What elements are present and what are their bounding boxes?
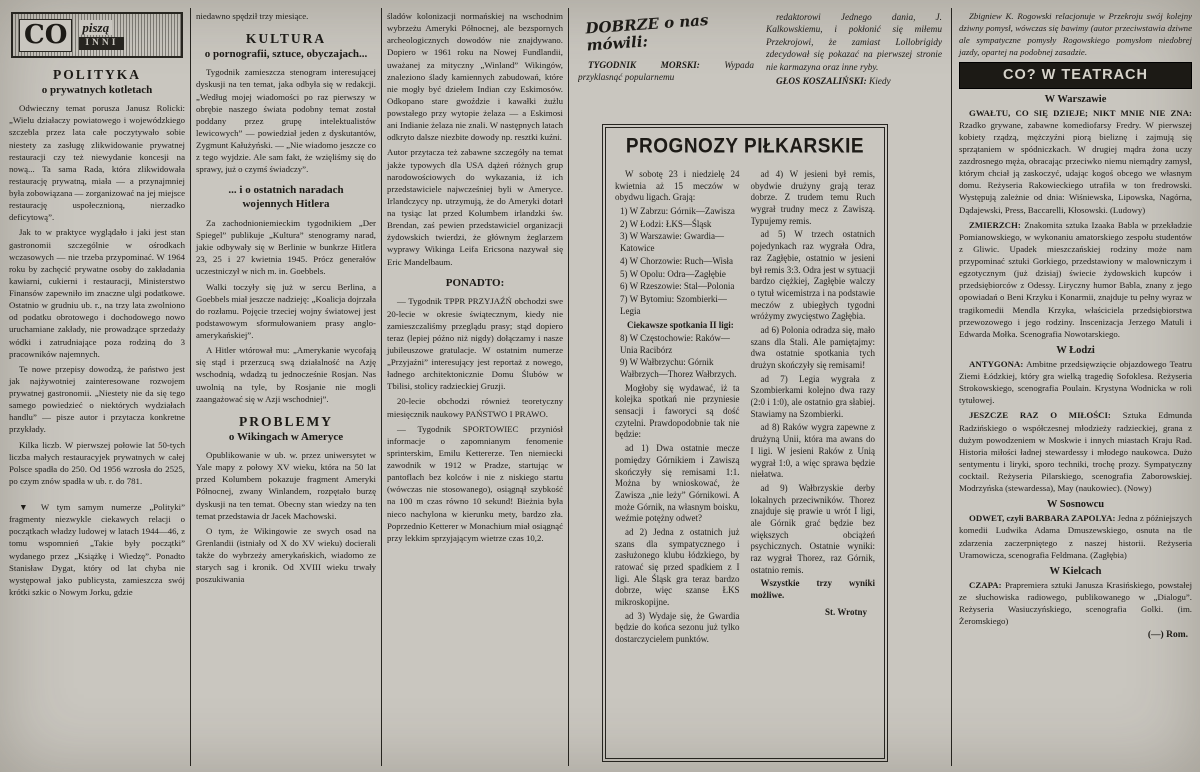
column-rule: [951, 8, 952, 766]
praise-text: Kiedy: [869, 77, 891, 88]
wikingowie-cont-paragraphs: [387, 10, 563, 268]
column-kultura: [193, 8, 379, 766]
city-warszawa: W Warszawie: [1044, 93, 1107, 105]
paragraph: 20-lecie obchodzi również teoretyczny miesięcznik naukowy PAŃSTWO I PRAWO.: [387, 396, 563, 419]
forecast-closing: Wszystkie trzy wyniki możliwe.: [750, 578, 875, 601]
play-description: Jedna z późniejszych komedii Ludwika Adama Dmuszewskiego, osnuta na tle zdarzenia zaczerpniętego z naszej historii. Reżyseria Uramowicza, scenografia Feldmana. (Zagłębia): [959, 513, 1192, 560]
play-title: ZMIERZCH:: [969, 219, 1021, 230]
play-description: Prapremiera sztuki Janusza Krasińskiego, powstałej ze słuchowiska radiowego, publikowanego w „Dialogu”. Reżyseria Wasiuczyńskiego, scenografia Golki. (im. Żeromskiego): [959, 579, 1193, 627]
match-line: 3) W Warszawie: Gwardia—Katowice: [620, 231, 724, 254]
praise-item-glos-koszalinski: [766, 76, 942, 88]
co-pisza-inni-logo: [11, 12, 183, 58]
column-ponadto: [384, 8, 566, 766]
kultura-paragraphs: [196, 66, 376, 175]
forecast-paragraph: Mogłoby się wydawać, iż ta kolejka spotkań nie przyniesie sensacji i faworyci są dość czytelni. Prawdopodobnie tak nie będzie:: [615, 382, 740, 440]
match-line: 9) W Wałbrzychu: Górnik Wałbrzych—Thorez Wałbrzych.: [620, 357, 737, 379]
play-description: Rzadko grywane, zabawne komediofarsy Fredry. W pierwszej kobiety rządzą, mężczyźni piorą bieliznę i zajmują się sprzątaniem w spódniczkach. W drugiej mądra żona uczy zazdrosnego męża, obracając przeciwko niemu niemądry zamysł, którym chciał ją zaskoczyć, udając kogoś obcego we własnym domu. Reżyseria Rakowieckiego utrafiła w ton fredrowski. Występują zależnie od dnia: Wiśniewska, Lipowska, Nagórna, Dądajewski, Press, Baccarelli, Kłosowski. (Ludowy): [959, 119, 1192, 215]
paragraph: — Tygodnik SPORTOWIEC przyniósł informacje o zapomnianym fenomenie sprinterskim, Emilu Kettererze. Ten niemiecki zawodnik w 1912 w Pradze, startując w pantoflach bez kolców i nie z niskiego startu (wówczas nie stosowanego), osiągnął szybkość na 100 m czas równo 10 sekund! Bieżnia była nieco nachylona w kierunku mety, bardzo zła. Poprzednio Ketterer w Monachium miał osiągnąć przy lekkim sprzyjającym wietrze czas 10,2.: [387, 423, 563, 543]
match-line: 1) W Zabrzu: Górnik—Zawisza: [620, 206, 735, 217]
football-intro: W sobotę 23 i niedzielę 24 kwietnia aż 15 meczów w obydwu ligach. Grają:: [615, 169, 740, 203]
column-rule: [381, 8, 382, 766]
theatre-entry: [959, 107, 1192, 216]
dobrze-o-nas-script-heading: DOBRZE o nas mówili:: [584, 10, 709, 55]
heading-problemy: PROBLEMY: [238, 413, 333, 429]
match-line: 8) W Częstochowie: Raków—Unia Racibórz: [620, 332, 730, 355]
football-title: PROGNOZY PIŁKARSKIE: [625, 134, 865, 159]
paragraph: Walki toczyły się już w sercu Berlina, a Goebbels miał jeszcze nadzieję: „Koalicja dojrzała do rozłamu. Pojęcie trzeciej wojny światowej jest podstawowym sformułowaniem prasy anglo-amerykańskiej”.: [196, 281, 376, 341]
paragraph: Tygodnik zamieszcza stenogram interesującej dyskusji na ten temat, jaka odbyła się w redakcji. „Według mojej wiadomości po raz pierwszy w obrębie naszego świata podobny temat został poddany przez grupę intelektualistów lewicowych” — powiedział jeden z dyskutantów, Zygmunt Kałużyński. — „Nie wiadomo jeszcze co z tego wyjdzie. Ale sam fakt, że wzięliśmy się do sprawy, już o czymś świadczy”.: [196, 67, 376, 175]
forecast-paragraph: ad 9) Wałbrzyskie derby lokalnych przeciwników. Thorez znajduje się prawie u wrót I ligi, ale Górnik grać będzie bez większych obciążeń psychicznych. Ostatnie wyniki: raz wygrał Thorez, raz Górnik, ostatnio remis.: [750, 482, 875, 575]
match-line: 7) W Bytomiu: Szombierki—Legia: [620, 293, 727, 316]
city-sosnowiec: W Sosnowcu: [1046, 499, 1105, 511]
praise-label: TYGODNIK MORSKI:: [588, 60, 700, 71]
forecast-signature: St. Wrotny: [824, 606, 867, 617]
football-forecast-box: [602, 124, 888, 762]
forecast-paragraph: ad 6) Polonia odradza się, mało szans dla Stali. Ale pamiętajmy: dwa ostatnie spotkania tych drużyn skończyły się remisami!: [750, 324, 875, 370]
problemy-paragraphs: [196, 449, 376, 585]
paragraph: Za zachodnioniemieckim tygodnikiem „Der Spiegel” publikuje „Kultura” stenogramy narad, jakie odbywały się w Berlinie w bunkrze Hitlera 23, 25 i 27 kwietnia 1945. Prócz generałów uczestniczył w nich m. in. Goebbels.: [196, 217, 376, 277]
praise-label: GŁOS KOSZALIŃSKI:: [776, 77, 867, 88]
theatre-entry: [959, 219, 1192, 340]
heading-kultura: KULTURA: [245, 31, 327, 47]
forecast-paragraph: ad 2) Jedna z ostatnich już szans dla sympatycznego i zasłużonego klubu łódzkiego, by ratować się przed spadkiem z I ligi. Ale Śląsk gra teraz bardzo dobrze, więc szanse ŁKS mikroskopijne.: [615, 526, 740, 608]
football-columns: [615, 167, 875, 751]
subheading-kotlety: o prywatnych kotletach: [41, 84, 153, 96]
play-title: CZAPA:: [969, 579, 1002, 590]
column-middle: [571, 8, 949, 766]
paragraph: śladów kolonizacji normańskiej na wschodnim wybrzeżu Ameryki Północnej, ale bezspornych archeologicznych dowodów nie znajdywano. Dopiero w 1961 roku na Nowej Fundlandii, uważanej za mityczny „Winland” Wikingów, znaleziono ślady kamiennych zabudowań, które nie mogły być dziełem Indian czy Eskimosów. Odkopano stare gwoździe i kawałki żużlu powstałego przy wytopie żelaza — a Eskimosi ani Indianie żelaza nie znali. W następnych latach odkryto dalsze niezbite dowody np. resztki kuźni.: [387, 11, 563, 143]
column-teatry: [954, 8, 1194, 766]
theatre-entry: [959, 579, 1192, 628]
praise-strip: [574, 8, 946, 120]
paragraph: Kilka liczb. W pierwszej połowie lat 50-tych liczba małych restauracyjek prywatnych w całej Polsce spadła do 250. Od 1956 wzrosła do 2525, po czym znów spadła w ub. r. do 781.: [9, 439, 185, 486]
paragraph: — Tygodnik TPPR PRZYJAŹŃ obchodzi swe 20-lecie w okresie świątecznym, kiedy nie zamieszczaliśmy przeglądu prasy; stąd dopiero teraz (lepiej późno niż nigdy) dołączamy i nasze jubileuszowe gratulacje. W ostatnim numerze „Przyjaźni” interesujący jest reportaż z nowego, ładnego architektonicznie Domu Ślubów w Tbilisi, stolicy radzieckiej Gruzji.: [387, 296, 563, 392]
teatry-header-bar: [959, 62, 1192, 89]
paragraph: Odwieczny temat porusza Janusz Rolicki: „Wielu działaczy powiatowego i wojewódzkiego szczebla przez lata całe poczytywało sobie niestety za zasługę zlikwidowanie prywatnej restauracji czy też niewydanie koncesji na nową... Ta sama Rada, która zlikwidowała restaurację prywatną, miała — a przynajmniej była zobowiązana — zorganizować na jej miejsce restaurację uspołecznioną, nierzadko deficytową”.: [9, 103, 185, 223]
column-polityka: [6, 8, 188, 766]
play-title: ANTYGONA:: [969, 358, 1024, 369]
forecast-paragraph: ad 3) Wydaje się, że Gwardia będzie do końca sezonu już tylko dostarczycielem punktów.: [615, 610, 740, 645]
paragraph: Te nowe przepisy dowodzą, że państwo jest jak najżywotniej zainteresowane rozwojem prywatnej gastronomii. „Niestety nie da się tego samego powiedzieć o niektórych wydziałach handlu” — pisze autor i przytacza konkretne przykłady.: [9, 363, 185, 435]
match-line: 5) W Opolu: Odra—Zagłębie: [620, 268, 726, 279]
city-lodz: W Łodzi: [1056, 344, 1095, 356]
theatre-entry: [959, 512, 1192, 561]
forecast-paragraph: ad 7) Legia wygrała z Szombierkami kolejno dwa razy (2:0 i 1:0), ale ostatnio gra słabiej. Stawiamy na Szombierki.: [750, 373, 875, 419]
teatry-signature: (—) Rom.: [1147, 630, 1188, 641]
match-line: 4) W Chorzowie: Ruch—Wisła: [620, 255, 734, 266]
play-description: Ambitne przedsięwzięcie objazdowego Teatru Ziemi Łódzkiej, który gra wielką tragedię Sofoklesa. Reżyseria Strokowskiego, scenografia Poulain. Krystyna Wodnicka w roli tytułowej.: [959, 358, 1192, 406]
match-list-second-league: [615, 333, 740, 381]
forecast-left-paragraphs: [615, 383, 740, 646]
subheading-wikingowie: o Wikingach w Ameryce: [228, 430, 344, 443]
logo-word-co: CO: [19, 19, 72, 52]
forecast-paragraph: ad 5) W trzech ostatnich pojedynkach raz wygrała Odra, raz Zagłębie, ostatnio w jesieni był remis 3:3. Odra jest w sytuacji bardzo ciężkiej, Zagłębie walczy o tytuł wicemistrza i na podstawie meczów z ubiegłych tygodni wróżymy zwycięstwo Zagłębia.: [750, 229, 875, 322]
play-description: Sztuka Edmunda Radzińskiego o współczesnej młodzieży radzieckiej, grana z dużym powodzeniem w Moskwie i innych miastach Kraju Rad. Historia miłości ładnej stewardessy i młodego naukowca. Dużo sentymentu i liryki, sporo techniki, trochę prozy. Sympatyczny cocktail. Reżyseria Pilarskiego, scenografia Zaborowskiej. Modrzyńska (stewardessa), May (naukowiec). (Nowy): [959, 410, 1193, 494]
second-league-label: Ciekawsze spotkania II ligi:: [627, 320, 734, 331]
praise-text: Wypada przyklasnąć popularnemu: [578, 60, 754, 83]
football-right-column: [751, 167, 876, 751]
forecast-paragraph: ad 1) Dwa ostatnie mecze pomiędzy Górnikiem i Zawiszą skończyły się remisami 1:1. Można by wnioskować, że Zawisza „nie leży” Górnikowi. A może Górnik, na własnym boisku, weźmie potężny odwet?: [615, 443, 740, 524]
play-title: JESZCZE RAZ O MIŁOŚCI:: [969, 410, 1111, 421]
teatry-header-text: CO? W TEATRACH: [1002, 66, 1149, 83]
hitler-paragraphs: [196, 217, 376, 405]
play-title: ODWET, czyli BARBARA ZAPOLYA:: [969, 513, 1116, 524]
praise-right: [766, 10, 942, 120]
polityka-note: ▼ W tym samym numerze „Polityki” fragmenty niezwykle ciekawych relacji o początkach władzy ludowej w latach 1944—46, z tomu wspomnień „Takie były początki” wydanego przez „Książkę i Wiedzę”. Ponadto Stanisław Dygat, który od lat chyba nie występował jako publicysta, zamieszcza swój krótki szkic o Nowym Jorku, gdzie: [9, 502, 185, 597]
praise-left: [578, 10, 754, 120]
column-rule: [190, 8, 191, 766]
ponadto-paragraphs: [387, 295, 563, 544]
polityka-paragraphs: [9, 102, 185, 487]
praise-far-right-continuation: Zbigniew K. Rogowski relacjonuje w Przekroju swój kolejny dziwny pomysł, wówczas się bawimy (autor przeciwstawia dziwne ale sympatyczne pomysły Rogowskiego pomysłom niedobrej jazdy, opartej na podobnej zasadzie.: [959, 11, 1192, 58]
paragraph: Opublikowanie w ub. w. przez uniwersytet w Yale mapy z połowy XV wieku, która na 50 lat przed Kolumbem pokazuje fragment Ameryki Północnej, zwany Winlandem, rozpętało burzę dyskusji na ten temat. Obecny stan wiedzy na ten temat przedstawia dr Jacek Machowski.: [196, 450, 376, 521]
paragraph: Autor przytacza też zabawne szczegóły na temat jakże typowych dla USA dążeń różnych grup narodowościowych do wykazania, iż ich przedstawiciele najwcześniej byli w Ameryce. Irlandczycy np. utrzymują, że do Ameryki dotarł na tysiąc lat przed Kolumbem irlandzki św. Brendan, zaś pewien przedstawiciel organizacji żydowskich twierdzi, że głównym żeglarzem wyprawy Wikinga Leifa Ericsona nazywał się Eric Mandelbaum.: [387, 147, 563, 267]
match-line: 6) W Rzeszowie: Stal—Polonia: [620, 281, 735, 292]
match-list: [615, 206, 740, 317]
heading-ponadto: PONADTO:: [445, 276, 505, 289]
paragraph: Jak to w praktyce wyglądało i jaki jest stan gastronomii szczególnie w ośrodkach wczasowych — nie trzeba przypominać. W 1964 roku by zachęcić prywatne osoby do zakładania kawiarni, cukierni i restauracji, Ministerstwo Finansów zapewniło im znaczne ulgi podatkowe. Ostatnio w grudniu ub. r., na trzy lata zwolniono od podatku obrotowego i dochodowego nowo uruchamiane zakłady, nie prowadzące sprzedaży wódki i zatrudniające poza rodziną do 3 pracowników najemnych.: [9, 227, 185, 359]
play-title: GWAŁTU, CO SIĘ DZIEJE; NIKT MNIE NIE ZNA:: [969, 107, 1192, 118]
logo-word-pisza: piszą: [79, 20, 112, 35]
heading-polityka: POLITYKA: [52, 67, 141, 82]
theatre-entry: [959, 358, 1192, 407]
continuation-lead: niedawno spędził trzy miesiące.: [196, 11, 309, 21]
logo-right-words: [79, 20, 124, 51]
paragraph: O tym, że Wikingowie ze swych osad na Grenlandii (istniały od X do XV wieku) docierali także do wybrzeży amerykańskich, wiadomo ze starych sag i kronik. Od XVIII wieku trwały poszukiwania: [196, 525, 376, 585]
city-kielce: W Kielcach: [1049, 565, 1102, 577]
paragraph: A Hitler wtórował mu: „Amerykanie wycofają się stąd i przerzucą swą działalność na Azję wschodnią, wdadzą tu jednocześnie Rosjan. Nas uwolnią na tyle, by Rosjanie nie mogli zaangażować się w Azji wschodniej”.: [196, 345, 376, 404]
play-description: Znakomita sztuka Izaaka Babla w przekładzie Pomianowskiego, w wykonaniu amatorskiego zespołu studentów z Gliwic. Upadek mieszczańskiej rodziny może nam przypominać sztuki Gorkiego, przedstawiony w malowniczym i egzotycznym (już dzisiaj) świecie żydowskich kupców i przedsiębiorców z Odessy. Liryczny humor Babla, znany z jego opowiadań o Beni Krzyku i Konarmii, znajduje tu pełny wyraz w tragikomedii Mendla Krzyka, właściciela przedsiębiorstwa przewozowego i jego rodziny. Inscenizacja Jerzego Matuli i Edwarda Mołka. Scenografia Nowotarskiego.: [959, 219, 1192, 339]
heading-narady-hitlera: ... i o ostatnich naradach wojennych Hitlera: [228, 184, 344, 211]
forecast-paragraph: ad 4) W jesieni był remis, obydwie drużyny grają teraz dobrze. Z trudem temu Ruch wygrał trudny mecz z Zawiszą. Typujemy remis.: [750, 169, 875, 226]
praise-continuation: redaktorowi Jednego dania, J. Kalkowskiemu, i pokłonić się miłemu Przekrojowi, że zamiast Lollobrigidy zdecydował się pokazać na pierwszej stronie nie karmazyna oraz inne ryby.: [766, 13, 942, 73]
forecast-paragraph: ad 8) Raków wygra zapewne z drużyną Unii, która ma awans do I ligi. W jesieni Raków z Unią wygrał 1:0, a więc sprawa będzie niełatwa.: [750, 422, 875, 480]
praise-item-tygodnik-morski: [578, 60, 754, 85]
subheading-pornografia: o pornografii, sztuce, obyczajach...: [204, 48, 368, 61]
logo-word-inni: INNI: [79, 37, 124, 51]
football-left-column: [615, 167, 740, 751]
theatre-entry: [959, 409, 1192, 494]
forecast-right-paragraphs: [751, 169, 876, 576]
match-line: 2) W Łodzi: ŁKS—Śląsk: [620, 218, 712, 229]
column-rule: [568, 8, 569, 766]
